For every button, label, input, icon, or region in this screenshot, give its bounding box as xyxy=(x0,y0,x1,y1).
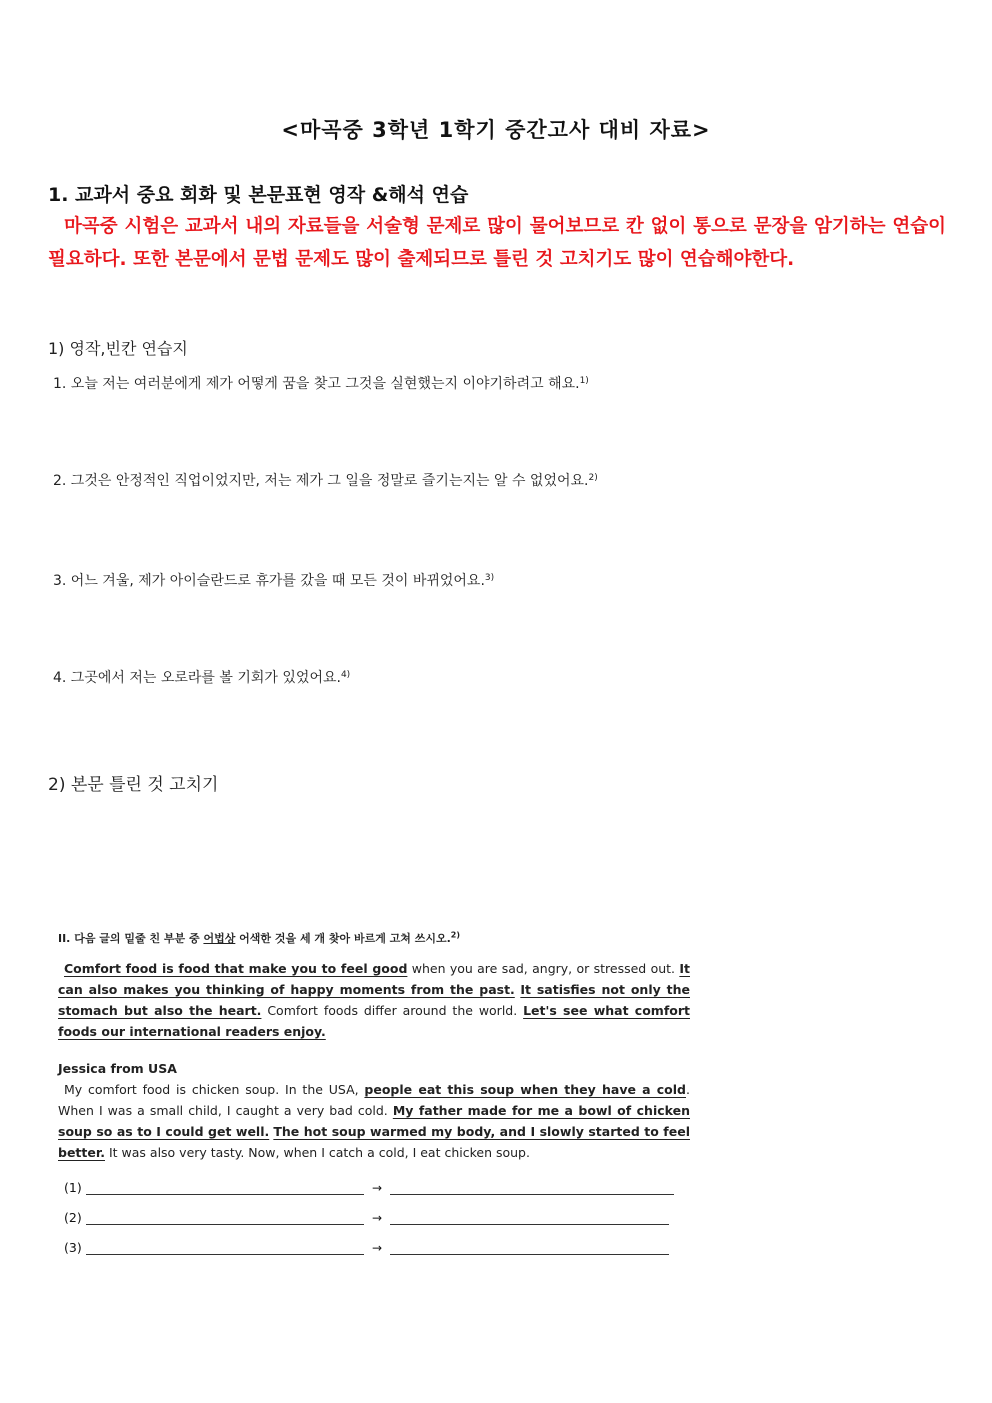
question-text: 2. 그것은 안정적인 직업이었지만, 저는 제가 그 일을 정말로 즐기는지는 알 수 없었어요. xyxy=(53,473,589,489)
answer-blank[interactable] xyxy=(390,1210,669,1225)
underlined-sentence: Comfort food is food that make you to feel good xyxy=(64,961,408,976)
answer-blank[interactable] xyxy=(86,1240,364,1255)
answer-blank[interactable] xyxy=(86,1210,364,1225)
passage-paragraph xyxy=(58,1079,690,1163)
passage-text: It was also very tasty. Now, when I catch a cold, I eat chicken soup. xyxy=(105,1145,530,1160)
passage-text: Comfort foods differ around the world. xyxy=(261,1003,524,1018)
instruction-text: 어색한 것을 세 개 찾아 바르게 고쳐 쓰시오. xyxy=(235,932,451,945)
footnote-ref: 1) xyxy=(579,376,589,386)
arrow-icon: → xyxy=(372,1181,383,1195)
footnote-ref: 3) xyxy=(484,573,495,583)
part1-heading: 1) 영작,빈칸 연습지 xyxy=(48,339,188,358)
instruction-underlined: 어법상 xyxy=(203,932,236,945)
passage-text: My comfort food is chicken soup. In the USA, xyxy=(64,1082,365,1097)
question-item xyxy=(53,373,589,393)
underlined-sentence: people eat this soup when they have a cold xyxy=(364,1082,686,1097)
answer-number: (3) xyxy=(64,1240,82,1255)
arrow-icon: → xyxy=(372,1241,383,1255)
page-title: <마곡중 3학년 1학기 중간고사 대비 자료> xyxy=(281,118,711,142)
notice-text: 마곡중 시험은 교과서 내의 자료들을 서술형 문제로 많이 물어보므로 칸 없이 통으로 문장을 암기하는 연습이 필요하다. 또한 본문에서 문법 문제도 많이 출제되므로 틀린 것 고치기도 많이 연습해야한다. xyxy=(48,216,946,270)
section-heading: 1. 교과서 중요 회화 및 본문표현 영작 &해석 연습 xyxy=(48,184,469,206)
underlined-sentence: My father made for me a bowl of chicken soup so as to I could get well. xyxy=(58,1103,690,1139)
underlined-sentence: Let's see what comfort foods our international readers enjoy. xyxy=(58,1003,690,1039)
passage-paragraph xyxy=(58,958,690,1042)
underlined-sentence: The hot soup warmed my body, and I slowly started to feel better. xyxy=(58,1124,690,1160)
footnote-ref: 2) xyxy=(450,930,461,940)
answer-line[interactable] xyxy=(64,1240,669,1255)
answer-blank[interactable] xyxy=(390,1180,674,1195)
exercise-box xyxy=(58,930,690,1163)
answer-number: (2) xyxy=(64,1210,82,1225)
underlined-sentence: It satisfies not only the stomach but also the heart. xyxy=(58,982,690,1018)
arrow-icon: → xyxy=(372,1211,383,1225)
answer-blank[interactable] xyxy=(86,1180,364,1195)
passage-subheading: Jessica from USA xyxy=(58,1061,177,1076)
question-item xyxy=(53,470,598,490)
exercise-instruction xyxy=(58,930,690,946)
question-item xyxy=(53,667,350,687)
answer-blank[interactable] xyxy=(390,1240,669,1255)
passage-text: when you are sad, angry, or stressed out. xyxy=(407,961,680,976)
question-text: 1. 오늘 저는 여러분에게 제가 어떻게 꿈을 찾고 그것을 실현했는지 이야기하려고 해요. xyxy=(53,376,580,392)
answer-line[interactable] xyxy=(64,1210,669,1225)
instruction-text: II. 다음 글의 밑줄 친 부분 중 xyxy=(58,932,204,945)
part2-heading: 2) 본문 틀린 것 고치기 xyxy=(48,775,219,795)
answer-number: (1) xyxy=(64,1180,82,1195)
passage-text: . When I was a small child, I caught a very bad cold. xyxy=(58,1082,690,1118)
footnote-ref: 4) xyxy=(340,670,351,680)
answer-line[interactable] xyxy=(64,1180,674,1195)
underlined-sentence: It can also makes you thinking of happy moments from the past. xyxy=(58,961,690,997)
question-text: 4. 그곳에서 저는 오로라를 볼 기회가 있었어요. xyxy=(53,670,341,686)
question-text: 3. 어느 겨울, 제가 아이슬란드로 휴가를 갔을 때 모든 것이 바뀌었어요. xyxy=(53,573,485,589)
question-item xyxy=(53,570,494,590)
footnote-ref: 2) xyxy=(588,473,598,483)
